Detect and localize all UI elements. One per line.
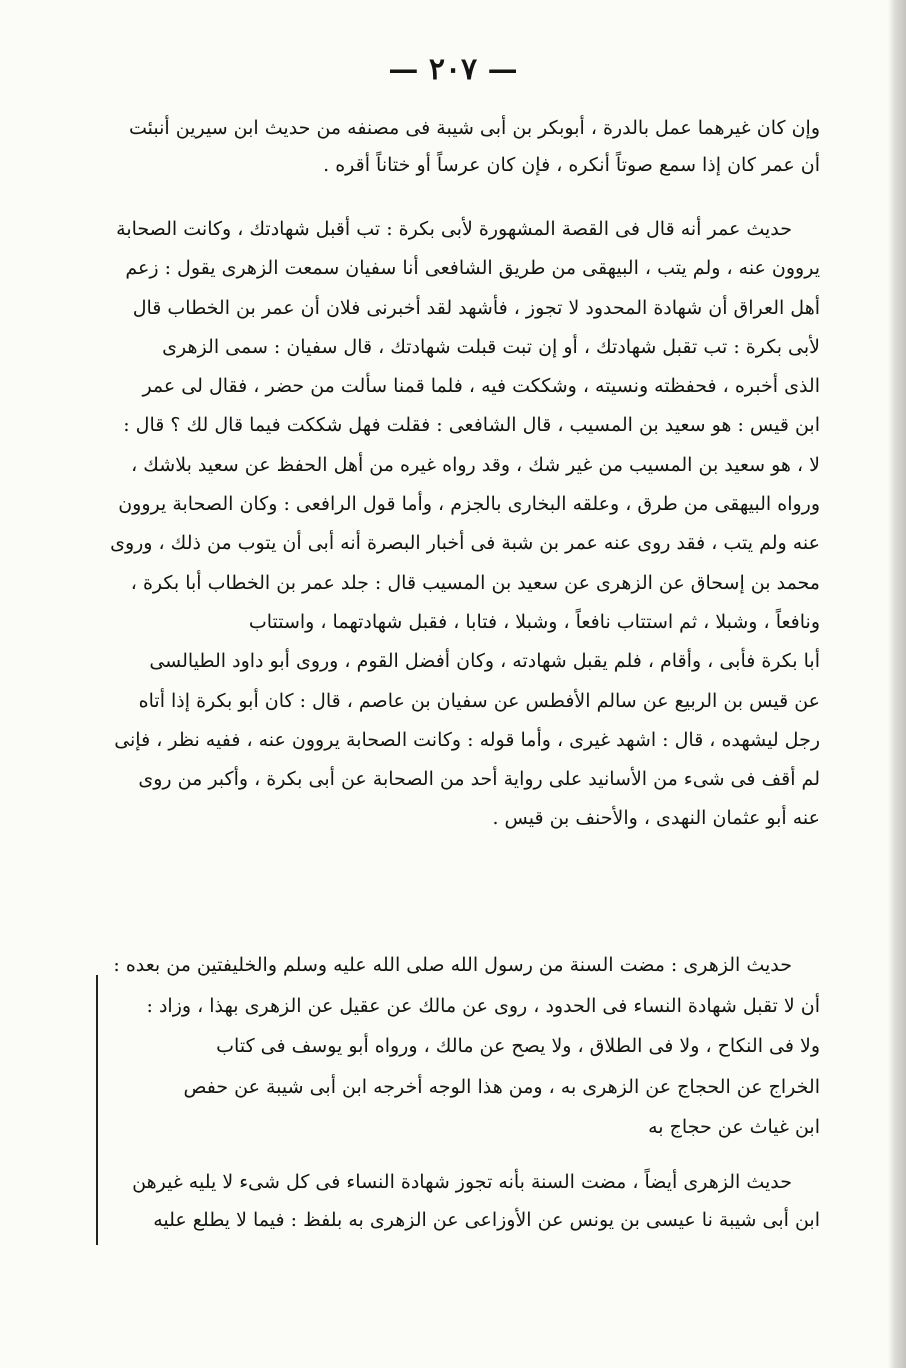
margin-line: [96, 975, 98, 1245]
text-line: حديث الزهرى أيضاً ، مضت السنة بأنه تجوز شهادة النساء فى كل شىء لا يليه غيرهن: [132, 1171, 792, 1193]
text-line: يروون عنه ، ولم يتب ، البيهقى من طريق الشافعى أنا سفيان سمعت الزهرى يقول : زعم: [125, 257, 820, 280]
text-line: أن عمر كان إذا سمع صوتاً أنكره ، فإن كان عرساً أو ختاناً أقره .: [323, 154, 820, 176]
text-line: ورواه البيهقى من طرق ، وعلقه البخارى بالجزم ، وأما قول الرافعى : وكان الصحابة يروون: [118, 493, 820, 516]
text-line: ابن غياث عن حجاج به: [648, 1116, 820, 1139]
text-line: أهل العراق أن شهادة المحدود لا تجوز ، فأشهد لقد أخبرنى فلان أن عمر بن الخطاب قال: [132, 296, 820, 319]
text-line: ابن قيس : هو سعيد بن المسيب ، قال الشافعى : فقلت فهل شككت فيما قال لك ؟ قال :: [123, 414, 820, 437]
page-number: — ٢٠٧ —: [388, 52, 518, 87]
paragraph-4: [100, 1163, 820, 1239]
text-line: محمد بن إسحاق عن الزهرى عن سعيد بن المسيب قال : جلد عمر بن الخطاب أبا بكرة ،: [130, 571, 820, 594]
text-line: ابن أبى شيبة نا عيسى بن يونس عن الأوزاعى عن الزهرى به بلفظ : فيما لا يطلع عليه: [153, 1209, 820, 1231]
text-line: الخراج عن الحجاج عن الزهرى به ، ومن هذا الوجه أخرجه ابن أبى شيبة عن حفص: [183, 1075, 820, 1098]
text-line: رجل ليشهده ، قال : اشهد غيرى ، وأما قوله : وكانت الصحابة يروون عنه ، ففيه نظر ، فإنى: [114, 728, 820, 751]
text-line: لا ، هو سعيد بن المسيب من غير شك ، وقد رواه غيره من أهل الحفظ عن سعيد بلاشك ،: [131, 453, 820, 476]
text-line: لأبى بكرة : تب تقبل شهادتك ، أو إن تبت قبلت شهادتك ، قال سفيان : سمى الزهرى: [162, 335, 820, 358]
paragraph-1: [100, 110, 820, 184]
text-line: عن قيس بن الربيع عن سالم الأفطس عن سفيان بن عاصم ، قال : كان أبو بكرة إذا أتاه: [138, 689, 820, 712]
paragraph-3: [100, 945, 820, 1148]
text-line: أن لا تقبل شهادة النساء فى الحدود ، روى عن مالك عن عقيل عن الزهرى بهذا ، وزاد :: [146, 994, 820, 1017]
text-line: ونافعاً ، وشبلا ، ثم استتاب نافعاً ، وشبلا ، فتابا ، فقبل شهادتهما ، واستتاب: [248, 610, 820, 633]
paragraph-2: [100, 210, 820, 839]
text-line: عنه أبو عثمان النهدى ، والأحنف بن قيس .: [492, 807, 820, 830]
text-line: ولا فى النكاح ، ولا فى الطلاق ، ولا يصح عن مالك ، ورواه أبو يوسف فى كتاب: [216, 1035, 820, 1058]
text-line: حديث الزهرى : مضت السنة من رسول الله صلى الله عليه وسلم والخليفتين من بعده :: [113, 954, 792, 976]
text-line: لم أقف فى شىء من الأسانيد على رواية أحد من الصحابة عن أبى بكرة ، وأكبر من روى: [138, 768, 820, 791]
text-line: حديث عمر أنه قال فى القصة المشهورة لأبى بكرة : تب أقبل شهادتك ، وكانت الصحابة: [116, 218, 792, 240]
text-line: أبا بكرة فأبى ، وأقام ، فلم يقبل شهادته ، وكان أفضل القوم ، وروى أبو داود الطيالسى: [149, 650, 820, 673]
text-line: الذى أخبره ، فحفظته ونسيته ، وشككت فيه ، فلما قمنا سألت من حضر ، فقال لى عمر: [142, 375, 820, 398]
text-line: وإن كان غيرهما عمل بالدرة ، أبوبكر بن أبى شيبة فى مصنفه من حديث ابن سيرين أنبئت: [129, 117, 820, 139]
page-binding-shadow: [888, 0, 906, 1368]
text-line: عنه ولم يتب ، فقد روى عنه عمر بن شبة فى أخبار البصرة أنه أبى أن يتوب من ذلك ، وروى: [110, 532, 820, 555]
